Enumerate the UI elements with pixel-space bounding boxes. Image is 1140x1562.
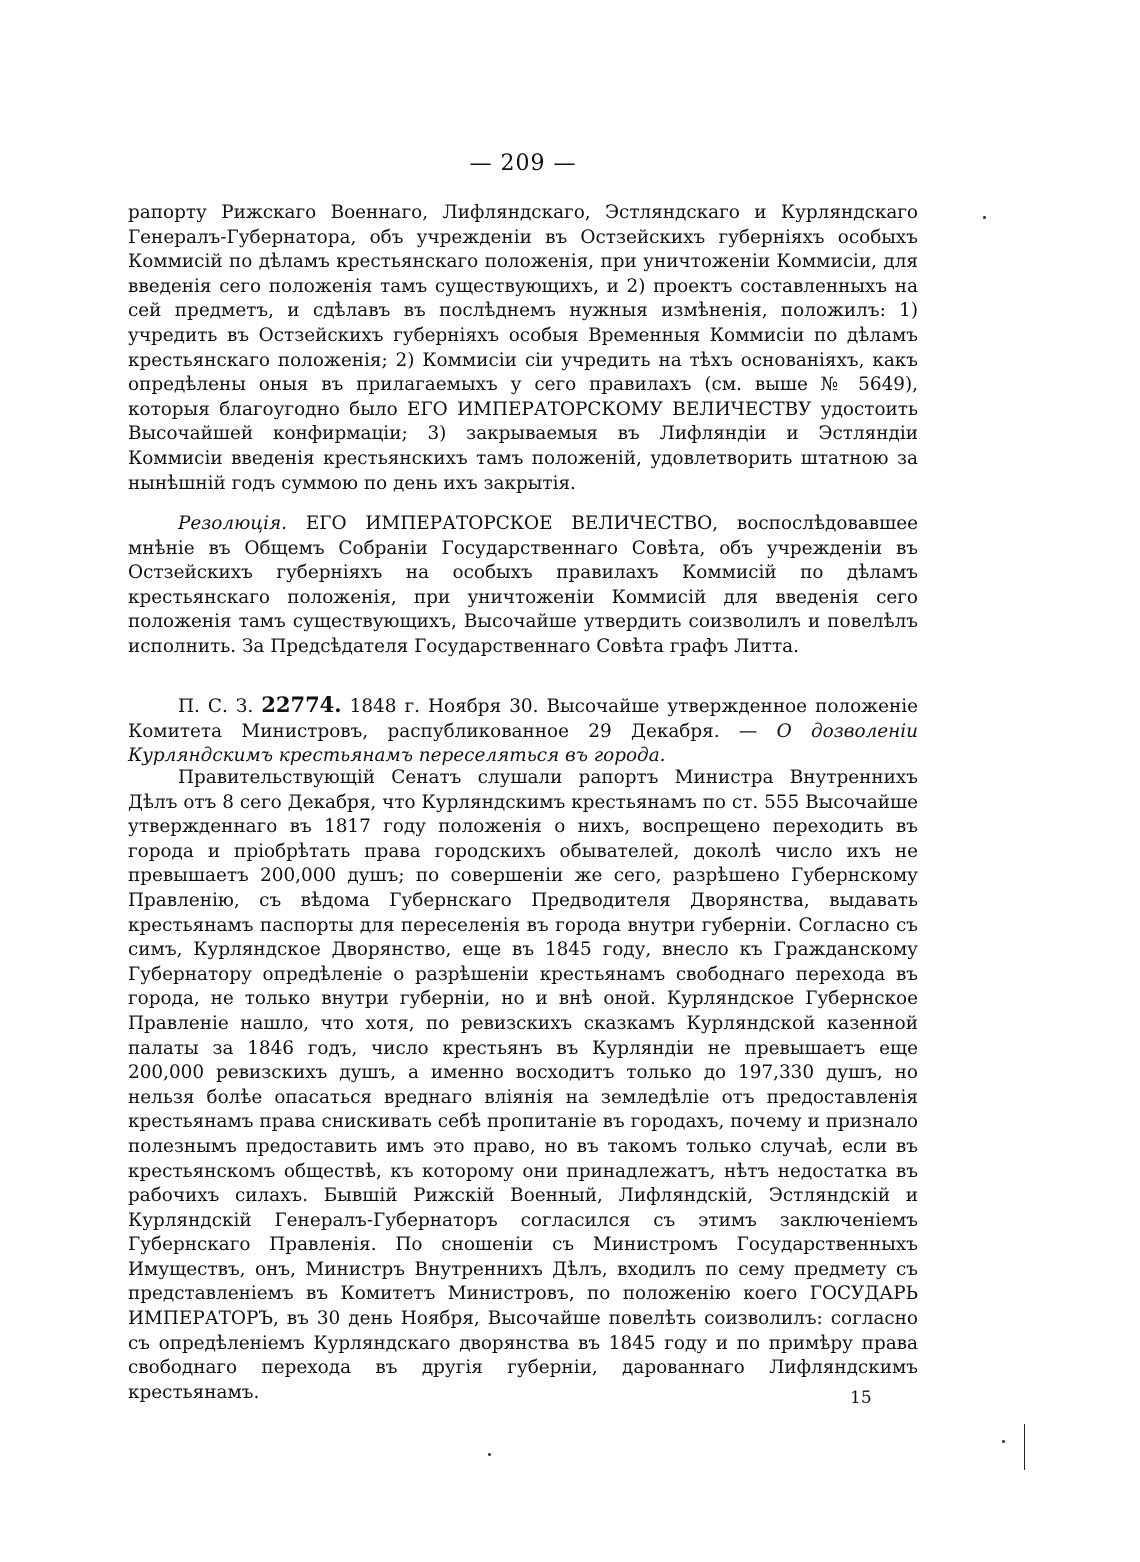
margin-speck <box>983 216 986 219</box>
act-body-text: Правительствующій Сенатъ слушали рапортъ Министра Внутреннихъ Дѣлъ отъ 8 сего Декабря, что Курляндскимъ крестьянамъ по ст. 555 Высочайше утвержденнаго въ 1817 году положенія о нихъ, воспрещено переходить въ города и пріобрѣтать права городскихъ обывателей, доколѣ число ихъ не превышаетъ 200,000 душъ; по совершеніи же сего, разрѣшено Губернскому Правленію, съ вѣдома Губернскаго Предводителя Дворянства, выдавать крестьянамъ паспорты для переселенія въ города внутри губерніи. Согласно съ симъ, Курляндское Дворянство, еще въ 1845 году, внесло къ Гражданскому Губернатору опредѣленіе о разрѣшеніи крестьянамъ свободнаго перехода въ города, не только внутри губерніи, но и внѣ оной. Курляндское Губернское Правленіе нашло, что хотя, по ревизскихъ сказкамъ Курляндской казенной палаты за 1846 годъ, число крестьянъ въ Курляндіи не превышаетъ еще 200,000 ревизскихъ душъ, а именно восходитъ только до 197,330 душъ, но нельзя болѣе опасаться вреднаго вліянія на земледѣліе отъ предоставленія крестьянамъ права снискивать себѣ пропитаніе въ городахъ, почему и признало полезнымъ предоставить имъ это право, но въ такомъ только случаѣ, если въ крестьянскомъ обществѣ, къ которому они принадлежатъ, нѣтъ недостатка въ рабочихъ силахъ. Бывшій Рижскій Военный, Лифляндскій, Эстляндскій и Курляндскій Генералъ-Губернаторъ согласился съ этимъ заключеніемъ Губернскаго Правленія. По сношеніи съ Министромъ Государственныхъ Имуществъ, онъ, Министръ Внутреннихъ Дѣлъ, входилъ по сему предмету съ представленіемъ въ Комитетъ Министровъ, по положенію коего ГОСУДАРЬ ИМПЕРАТОРЪ, въ 30 день Ноября, Высочайше повелѣть соизволилъ: согласно съ опредѣленіемъ Курляндскаго дворянства въ 1845 году и по примѣру права свободнаго перехода въ другія губерніи, дарованнаго Лифляндскимъ крестьянамъ. <box>128 767 918 1403</box>
margin-speck <box>488 1453 491 1456</box>
resolution-paragraph <box>128 512 918 660</box>
margin-speck <box>1002 1440 1005 1443</box>
act-summary: 1848 г. Ноября 30. Высочайше утвержденное положеніе Комитета Министровъ, распубликованное 29 Декабря. — <box>128 696 918 742</box>
resolution-text: ЕГО ИМПЕРАТОРСКОЕ ВЕЛИЧЕСТВО, воспослѣдовавшее мнѣніе въ Общемъ Собраніи Государственнаго Совѣта, объ учрежденіи въ Остзейскихъ губерніяхъ на особыхъ правилахъ Коммисій по дѣламъ крестьянскаго положенія, при уничтоженіи Коммисій для введенія сего положенія тамъ существующихъ, Высочайше утвердить соизволилъ и повелѣлъ исполнить. За Предсѣдателя Государственнаго Совѣта графъ Литта. <box>128 513 918 657</box>
act-prefix: П. С. З. <box>178 696 254 717</box>
act-number: 22774. <box>261 692 342 717</box>
opinion-text: рапорту Рижскаго Военнаго, Лифляндскаго, Эстляндскаго и Курляндскаго Генералъ-Губернатора, объ учрежденіи въ Остзейскихъ губерніяхъ особыхъ Коммисій по дѣламъ крестьянскаго положенія, при уничтоженіи Коммисіи, для введенія сего положенія тамъ существующихъ, и 2) проектъ составленныхъ на сей предметъ, и сдѣлавъ въ послѣднемъ нужныя измѣненія, положилъ: 1) учредить въ Остзейскихъ губерніяхъ особыя Временныя Коммисіи по дѣламъ крестьянскаго положенія; 2) Коммисіи сіи учредить на тѣхъ основаніяхъ, какъ опредѣлены оныя въ прилагаемыхъ у сего правилахъ (см. выше № 5649), которыя благоугодно было ЕГО ИМПЕРАТОРСКОМУ ВЕЛИЧЕСТВУ удостоить Высочайшей конфирмаціи; 3) закрываемыя въ Лифляндіи и Эстляндіи Коммисіи введенія крестьянскихъ тамъ положеній, удовлетворить штатною за нынѣшній годъ суммою по день ихъ закрытія. <box>128 202 918 494</box>
signature-mark: 15 <box>850 1388 872 1408</box>
resolution-label: Резолюція. <box>178 513 287 534</box>
act-heading <box>128 693 918 769</box>
page-number: — 209 — <box>469 151 577 176</box>
opinion-paragraph <box>128 201 918 496</box>
page-edge-mark <box>1024 1424 1025 1470</box>
act-body <box>128 766 918 1405</box>
act-title: О дозволеніи Курляндскимъ крестьянамъ переселяться въ города. <box>128 720 918 767</box>
